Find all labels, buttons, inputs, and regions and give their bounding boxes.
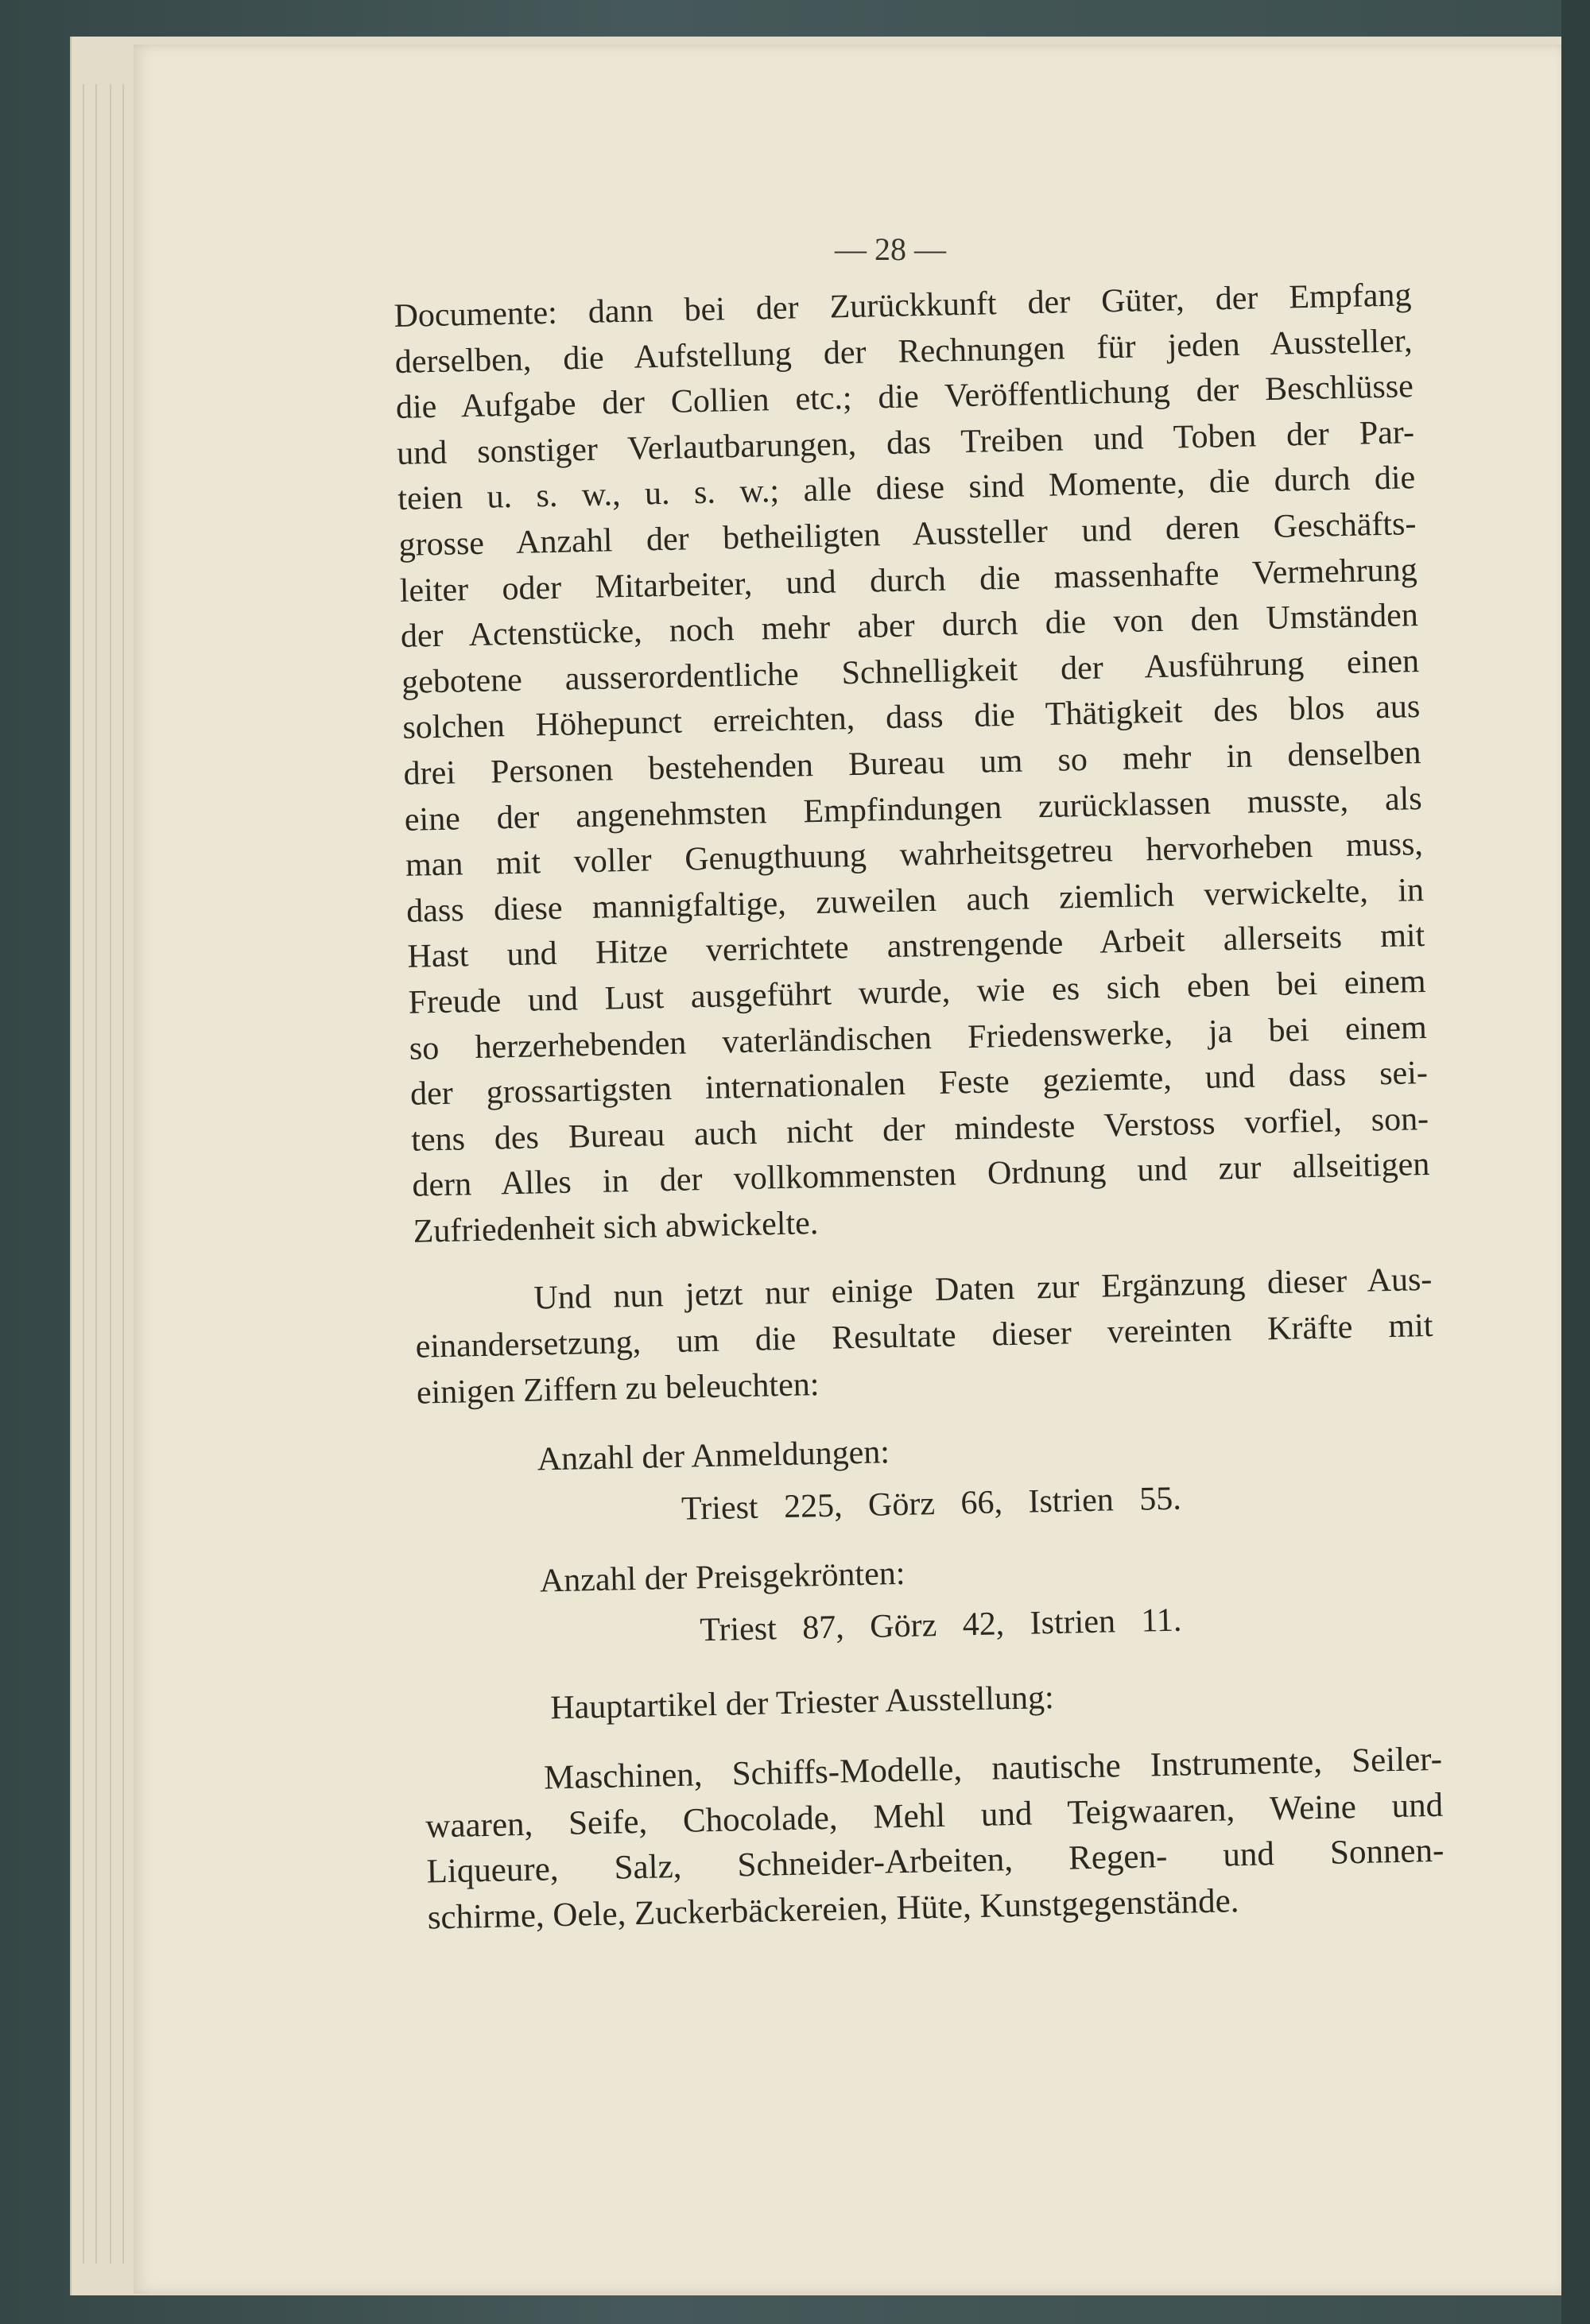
text-line: Und nun jetzt nur einige Daten zur Ergänzung dieser Aus- <box>533 1261 1433 1318</box>
text-line: dass diese mannigfaltige, zuweilen auch ziemlich verwickelte, in <box>405 871 1425 930</box>
text-line: schirme, Oele, Zuckerbäckereien, Hüte, Kunstgegenstände. <box>427 1882 1239 1937</box>
page-edge <box>110 84 111 2264</box>
text-line: derselben, die Aufstellung der Rechnungen für jeden Aussteller, <box>394 322 1413 381</box>
text-line: eine der angenehmsten Empfindungen zurücklassen musste, als <box>404 780 1423 839</box>
page-number: — 28 — <box>835 231 946 267</box>
articles-heading: Hauptartikel der Triester Ausstellung: <box>549 1679 1055 1726</box>
text-line: solchen Höhepunct erreichten, dass die Thätigkeit des blos aus <box>401 688 1421 747</box>
text-line: und sonstiger Verlautbarungen, das Treiben und Toben der Par- <box>396 413 1415 472</box>
text-line: die Aufgabe der Collien etc.; die Veröffentlichung der Beschlüsse <box>395 368 1414 427</box>
text-line: teien u. s. w., u. s. w.; alle diese sind Momente, die durch die <box>397 459 1416 518</box>
text-line: leiter oder Mitarbeiter, und durch die massenhafte Vermehrung <box>399 551 1418 610</box>
paragraph-intro <box>414 1257 1434 1416</box>
text-line: gebotene ausserordentliche Schnelligkeit der Ausführung einen <box>401 642 1420 701</box>
text-line: grosse Anzahl der betheiligten Aussteller und deren Geschäfts- <box>398 505 1417 564</box>
page-edge <box>95 84 97 2264</box>
text-line: Hast und Hitze verrichtete anstrengende Arbeit allerseits mit <box>406 917 1425 976</box>
text-line: so herzerhebenden vaterländischen Friedenswerke, ja bei einem <box>409 1009 1428 1067</box>
text-line: waaren, Seife, Chocolade, Mehl und Teigwaaren, Weine und <box>425 1786 1444 1846</box>
awards-heading: Anzahl der Preisgekrönten: <box>539 1555 906 1600</box>
text-line: Freude und Lust ausgeführt wurde, wie es sich eben bei einem <box>408 963 1426 1021</box>
text-line: der Actenstücke, noch mehr aber durch die von den Umständen <box>400 597 1419 656</box>
text-line: der grossartigsten internationalen Feste geziemte, und dass sei- <box>409 1055 1429 1113</box>
text-line: einigen Ziffern zu beleuchten: <box>416 1365 820 1412</box>
text-line: dern Alles in der vollkommensten Ordnung und zur allseitigen <box>412 1146 1430 1205</box>
text-line: Zufriedenheit sich abwickelte. <box>413 1204 819 1250</box>
page-edge <box>83 84 84 2264</box>
page-text <box>394 273 1445 1941</box>
text-line: drei Personen bestehenden Bureau um so mehr in denselben <box>403 734 1421 792</box>
text-line: tens des Bureau auch nicht der mindeste Verstoss vorfiel, son- <box>410 1100 1429 1159</box>
cover-edge <box>1561 0 1590 2324</box>
page-edge <box>122 84 124 2264</box>
articles-list <box>425 1737 1446 1941</box>
registrations-heading: Anzahl der Anmeldungen: <box>537 1434 890 1478</box>
text-line: einandersetzung, um die Resultate dieser vereinten Kräfte mit <box>415 1307 1433 1365</box>
paragraph-body <box>394 273 1431 1255</box>
text-line: Liqueure, Salz, Schneider-Arbeiten, Regen- und Sonnen- <box>426 1832 1445 1891</box>
text-line: Maschinen, Schiffs-Modelle, nautische Instrumente, Seiler- <box>543 1741 1443 1797</box>
registrations-values: Triest 225, Görz 66, Istrien 55. <box>681 1480 1182 1528</box>
awards-values: Triest 87, Görz 42, Istrien 11. <box>699 1602 1182 1649</box>
text-line: man mit voller Genugthuung wahrheitsgetreu hervorheben muss, <box>405 826 1424 884</box>
text-line: Documente: dann bei der Zurückkunft der Güter, der Empfang <box>394 277 1412 335</box>
